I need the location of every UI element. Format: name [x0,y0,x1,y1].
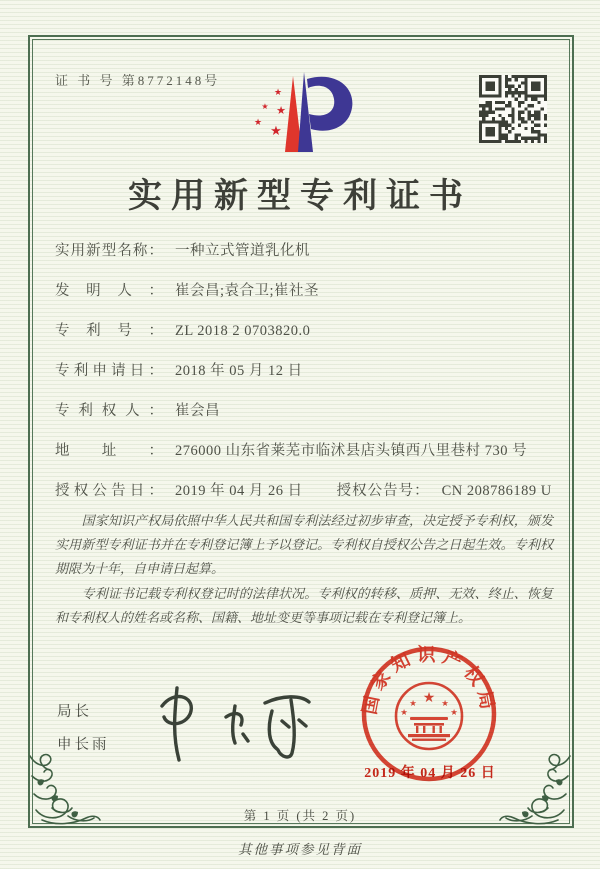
field-row-filing-date [55,363,562,380]
qr-code-icon [477,75,549,143]
signature-icon [148,676,326,774]
field-value: 2019 年 04 月 26 日 [175,483,303,499]
field-value: CN 208786189 U [441,483,552,499]
field-label: 专利权人： [55,403,163,419]
certificate-title: 实用新型专利证书 [128,178,472,215]
field-list [55,243,562,523]
corner-ornament-icon [498,750,576,828]
logo-star-icon: ★ [253,117,263,127]
legal-text [55,509,553,630]
director-name: 申长雨 [57,737,110,753]
field-value: 2018 年 05 月 12 日 [175,363,303,379]
grant-date-pair [55,483,303,499]
field-row-grant [55,483,562,500]
field-row-address [55,443,562,460]
field-row-inventors [55,283,562,300]
logo-star-icon: ★ [273,87,283,97]
field-label: 实用新型名称： [55,243,163,259]
svg-text:★: ★ [400,707,408,717]
svg-text:★: ★ [409,698,417,708]
field-label: 授权公告日： [55,483,163,499]
field-row-patentee [55,403,562,420]
legal-paragraph-1: 国家知识产权局依照中华人民共和国专利法经过初步审查，决定授予专利权，颁发实用新型专利证书并在专利登记簿上予以登记。专利权自授权公告之日起生效。专利权期限为十年，自申请日起算。 [55,513,553,577]
certificate-number: 证 书 号 第8772148号 [55,73,221,88]
logo-star-icon: ★ [270,123,282,138]
legal-paragraph-2: 专利证书记载专利权登记时的法律状况。专利权的转移、质押、无效、终止、恢复和专利权人的姓名或名称、国籍、地址变更等事项记载在专利登记簿上。 [55,585,553,625]
seal-date: 2019 年 04 月 26 日 [364,766,496,781]
field-value: 崔会昌;袁合卫;崔社圣 [175,283,320,299]
logo-star-icon: ★ [276,105,286,117]
field-row-name [55,243,562,260]
grant-number-pair [337,483,552,499]
field-value: ZL 2018 2 0703820.0 [175,323,311,339]
cnipa-logo-icon [232,68,368,160]
page-number: 第 1 页 (共 2 页) [243,809,357,823]
national-emblem-icon [396,683,462,749]
corner-ornament-icon [24,750,102,828]
svg-text:★: ★ [450,707,458,717]
svg-text:★: ★ [441,698,449,708]
seal-text: 国家知识产权局 [360,646,498,717]
field-value: 崔会昌 [175,403,220,419]
field-label: 专利号： [55,323,163,339]
field-row-patent-number [55,323,562,340]
field-label: 地址： [55,443,163,459]
official-seal-icon [355,640,503,788]
field-label: 专利申请日： [55,363,163,379]
svg-text:★: ★ [422,691,436,706]
logo-star-icon: ★ [261,102,269,111]
field-label: 发明人： [55,283,163,299]
director-title: 局长 [57,704,92,720]
back-note: 其他事项参见背面 [238,842,362,857]
field-label: 授权公告号： [336,483,430,499]
field-value: 276000 山东省莱芜市临沭县店头镇西八里巷村 730 号 [175,443,528,459]
field-value: 一种立式管道乳化机 [175,243,310,259]
